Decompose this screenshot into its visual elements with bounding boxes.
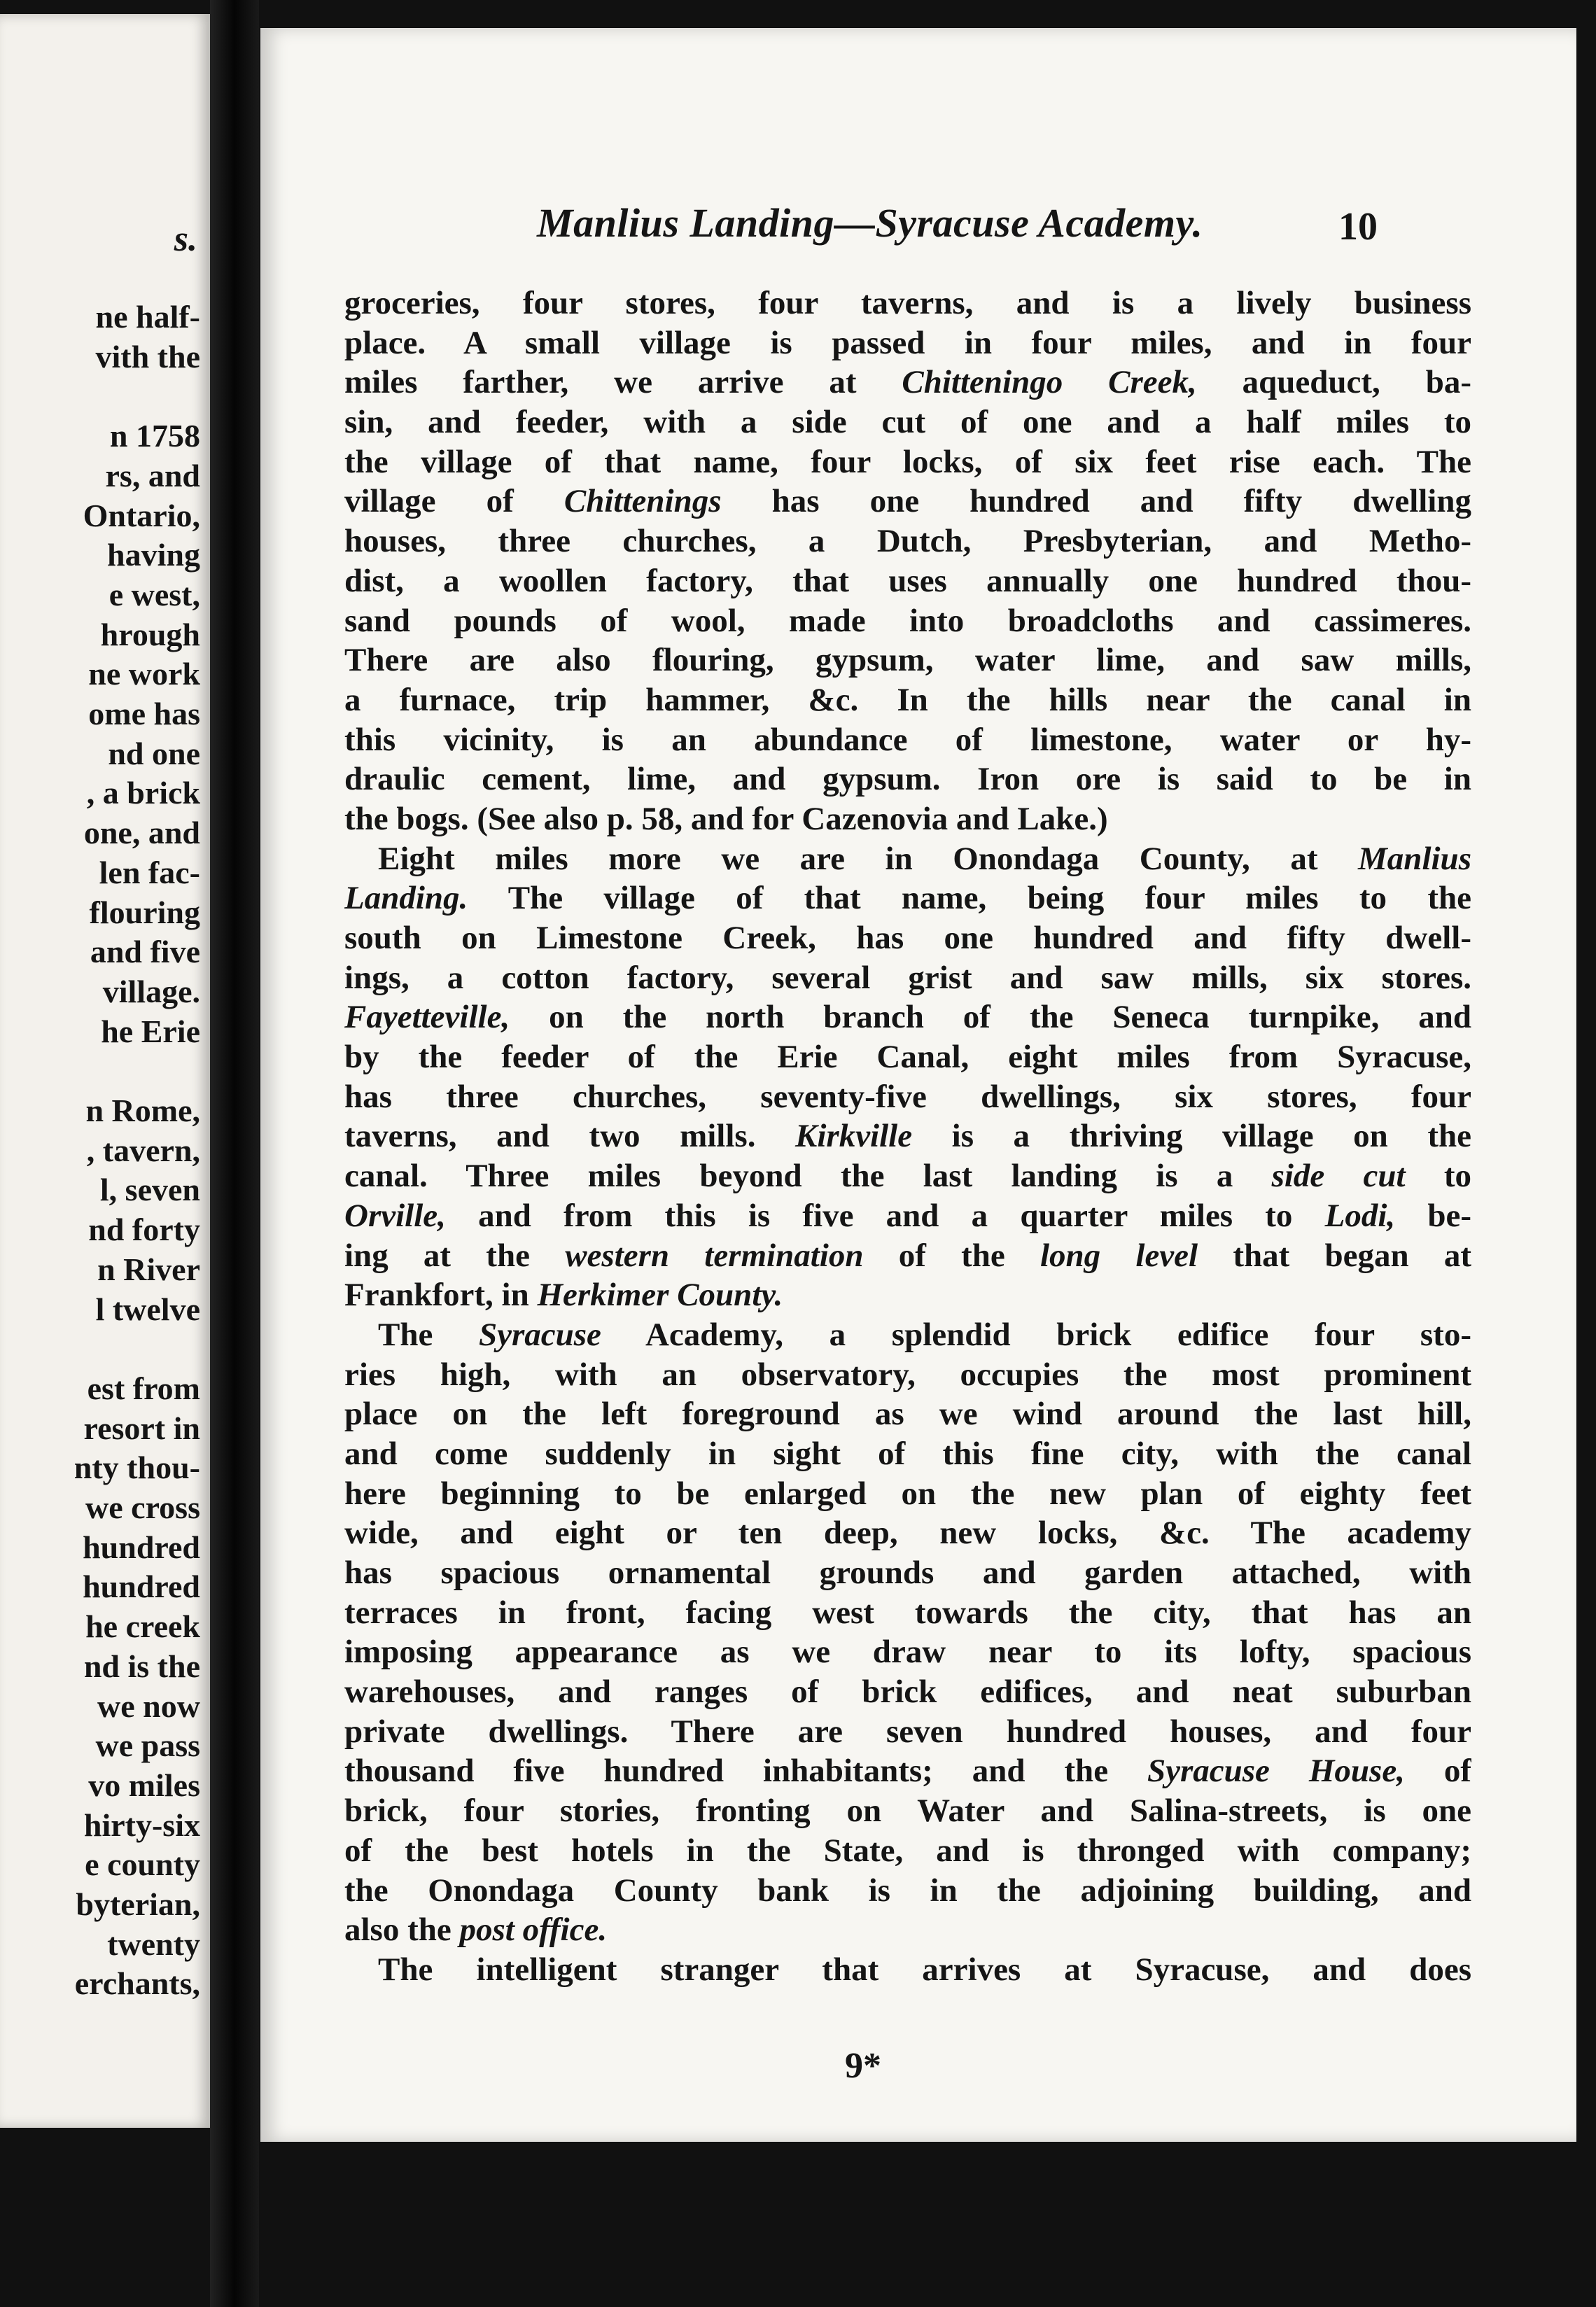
text-run: brick, four stories, fronting on Water and Salina-streets, is one [344, 1793, 1471, 1830]
text-line [344, 720, 1471, 760]
italic-run: Chittenings [564, 483, 722, 520]
text-line [344, 918, 1471, 958]
text-run: miles farther, we arrive at [344, 364, 902, 401]
facing-page-line: we now [97, 1688, 200, 1724]
text-run: private dwellings. There are seven hundred houses, and four [344, 1713, 1471, 1750]
text-line [344, 601, 1471, 641]
text-run: houses, three churches, a Dutch, Presbyterian, and Metho- [344, 523, 1471, 560]
text-run: has one hundred and fifty dwelling [721, 483, 1471, 520]
text-line [344, 1791, 1471, 1831]
text-line [344, 1156, 1471, 1196]
text-run: aqueduct, ba- [1196, 364, 1471, 401]
text-run: The [378, 1316, 479, 1353]
text-line [344, 1513, 1471, 1553]
text-run: and come suddenly in sight of this fine city, with the canal [344, 1435, 1471, 1472]
facing-page-line: nd is the [83, 1648, 200, 1684]
facing-page-line: twenty [107, 1926, 200, 1962]
facing-page-line: nd forty [88, 1212, 200, 1248]
text-run: and from this is five and a quarter miles to [445, 1197, 1325, 1234]
facing-page-line: hirty-six [83, 1807, 200, 1843]
text-run: on the north branch of the Seneca turnpike, and [510, 999, 1471, 1036]
italic-run: Chitteningo Creek, [902, 364, 1197, 401]
text-line [344, 1315, 1471, 1355]
facing-page-line: l twelve [95, 1291, 200, 1327]
italic-run: long level [1040, 1237, 1198, 1274]
text-line [344, 1196, 1471, 1236]
text-run: dist, a woollen factory, that uses annually one hundred thou- [344, 562, 1471, 599]
facing-page-line: flouring [89, 894, 200, 930]
text-line [344, 1593, 1471, 1633]
text-line [344, 640, 1471, 680]
text-run: a furnace, trip hammer, &c. In the hills near the canal in [344, 681, 1471, 718]
italic-run: Syracuse [478, 1316, 601, 1353]
italic-run: Syracuse House, [1147, 1753, 1405, 1790]
facing-page-line: e county [85, 1846, 200, 1883]
text-run: Frankfort, in [344, 1277, 538, 1314]
facing-page-line: hundred [83, 1529, 200, 1565]
facing-page-line: len fac- [99, 854, 200, 890]
text-line [344, 997, 1471, 1037]
italic-run: Fayetteville, [344, 999, 510, 1036]
text-line [344, 1037, 1471, 1077]
facing-page-line: nd one [108, 735, 200, 771]
text-run: Eight miles more we are in Onondaga County, at [378, 840, 1359, 877]
text-line [344, 1871, 1471, 1911]
text-run: has three churches, seventy-five dwellings, six stores, four [344, 1078, 1471, 1115]
facing-page-line: one, and [83, 815, 200, 851]
page-number: 10 [1338, 205, 1378, 248]
facing-page-line: village. [102, 973, 200, 1009]
text-run: village of [344, 483, 564, 520]
facing-page-line: ome has [88, 696, 200, 731]
text-run: sand pounds of wool, made into broadcloths and cassimeres. [344, 602, 1471, 639]
text-run: thousand five hundred inhabitants; and the [344, 1753, 1147, 1790]
text-run: imposing appearance as we draw near to its lofty, spacious [344, 1634, 1471, 1671]
facing-page-running-head: s. [174, 219, 197, 259]
facing-page-line: vo miles [88, 1767, 200, 1803]
text-run: sin, and feeder, with a side cut of one and a half miles to [344, 404, 1471, 441]
italic-run: Orville, [344, 1197, 446, 1234]
text-line [344, 1632, 1471, 1672]
italic-run: Landing. [344, 880, 468, 917]
book-page [260, 28, 1576, 2142]
text-run: ing at the [344, 1237, 566, 1274]
text-line [344, 1831, 1471, 1871]
facing-page-line: vith the [95, 338, 200, 374]
facing-page-line: ne half- [95, 299, 200, 335]
text-run: south on Limestone Creek, has one hundred and fifty dwell- [344, 920, 1471, 956]
italic-run: post office. [459, 1912, 608, 1949]
text-line [344, 759, 1471, 799]
text-run: the village of that name, four locks, of six feet rise each. The [344, 443, 1471, 480]
text-line [344, 1712, 1471, 1752]
text-run: this vicinity, is an abundance of limestone, water or hy- [344, 721, 1471, 758]
text-run: place. A small village is passed in four miles, and in four [344, 324, 1471, 361]
facing-page-line: nty thou- [74, 1450, 200, 1486]
text-line [344, 1950, 1471, 1990]
text-run: ings, a cotton factory, several grist and saw mills, six stores. [344, 959, 1471, 996]
italic-run: Manlius [1358, 840, 1471, 877]
text-line [344, 1077, 1471, 1117]
facing-page-line: ne work [88, 656, 200, 692]
text-line [344, 283, 1471, 323]
text-line [344, 878, 1471, 918]
italic-run: Lodi, [1324, 1197, 1396, 1234]
text-line [344, 799, 1471, 839]
text-run: taverns, and two mills. [344, 1118, 795, 1155]
text-line [344, 839, 1471, 879]
text-line [344, 1116, 1471, 1156]
facing-page [0, 14, 210, 2128]
facing-page-line: n 1758 [109, 418, 200, 454]
text-run: place on the left foreground as we wind around the last hill, [344, 1396, 1471, 1433]
text-run: the bogs. (See also p. 58, and for Cazenovia and Lake.) [344, 800, 1108, 837]
text-run: groceries, four stores, four taverns, and is a lively business [344, 285, 1471, 321]
text-line [344, 521, 1471, 561]
facing-page-line: hundred [83, 1569, 200, 1605]
text-run: There are also flouring, gypsum, water lime, and saw mills, [344, 642, 1471, 679]
italic-run: Herkimer County. [537, 1277, 783, 1314]
text-run: The intelligent stranger that arrives at Syracuse, and does [378, 1951, 1471, 1988]
text-line [344, 363, 1471, 402]
text-line [344, 1275, 1471, 1315]
text-line [344, 1553, 1471, 1593]
text-line [344, 442, 1471, 482]
text-run: by the feeder of the Erie Canal, eight miles from Syracuse, [344, 1039, 1471, 1076]
text-line [344, 402, 1471, 442]
text-run: the Onondaga County bank is in the adjoining building, and [344, 1872, 1471, 1909]
facing-page-line: hrough [100, 616, 200, 652]
facing-page-line: erchants, [74, 1965, 200, 2002]
text-line [344, 1394, 1471, 1434]
text-run: also the [344, 1912, 460, 1949]
text-run: here beginning to be enlarged on the new plan of eighty feet [344, 1475, 1471, 1512]
text-run: is a thriving village on the [912, 1118, 1471, 1155]
facing-page-line: l, seven [99, 1172, 200, 1208]
facing-page-line: , a brick [86, 775, 200, 811]
facing-page-line: resort in [83, 1410, 200, 1446]
text-line [344, 1434, 1471, 1474]
text-line [344, 958, 1471, 998]
facing-page-line: e west, [108, 576, 200, 612]
text-run: has spacious ornamental grounds and garden attached, with [344, 1555, 1471, 1591]
text-run: canal. Three miles beyond the last landing is a [344, 1158, 1272, 1195]
text-line [344, 1355, 1471, 1395]
text-run: of [1404, 1753, 1471, 1790]
text-line [344, 1672, 1471, 1712]
text-line [344, 1751, 1471, 1791]
text-run: be- [1395, 1197, 1471, 1234]
text-line [344, 1910, 1471, 1950]
facing-page-line: Ontario, [83, 497, 200, 533]
running-head: Manlius Landing—Syracuse Academy. [537, 200, 1203, 246]
text-line [344, 1236, 1471, 1276]
text-run: Academy, a splendid brick edifice four sto- [601, 1316, 1471, 1353]
book-gutter [210, 0, 259, 2307]
facing-page-line: we cross [85, 1489, 200, 1525]
text-line [344, 323, 1471, 363]
facing-page-line: we pass [95, 1727, 200, 1764]
text-run: wide, and eight or ten deep, new locks, &c. The academy [344, 1515, 1471, 1552]
text-run: of the [863, 1237, 1040, 1274]
text-line [344, 482, 1471, 521]
signature-mark: 9* [845, 2046, 881, 2086]
facing-page-line: est from [87, 1370, 200, 1406]
italic-run: western termination [565, 1237, 864, 1274]
text-run: draulic cement, lime, and gypsum. Iron ore is said to be in [344, 761, 1471, 798]
facing-page-line: n River [97, 1251, 200, 1287]
text-run: The village of that name, being four miles to the [468, 880, 1471, 917]
italic-run: side cut [1271, 1158, 1406, 1195]
facing-page-line: and five [90, 934, 200, 970]
facing-page-line: byterian, [76, 1886, 200, 1922]
text-line [344, 561, 1471, 601]
facing-page-line: , tavern, [86, 1132, 200, 1168]
facing-page-line: rs, and [105, 457, 200, 493]
body-text [344, 283, 1471, 1990]
text-run: that began at [1198, 1237, 1471, 1274]
text-run: warehouses, and ranges of brick edifices, and neat suburban [344, 1674, 1471, 1711]
facing-page-line: having [107, 537, 200, 573]
facing-page-line: he Erie [101, 1013, 200, 1049]
facing-page-line: he creek [85, 1608, 200, 1645]
text-run: terraces in front, facing west towards the city, that has an [344, 1594, 1471, 1631]
text-line [344, 680, 1471, 720]
italic-run: Kirkville [795, 1118, 913, 1155]
text-line [344, 1474, 1471, 1514]
text-run: to [1405, 1158, 1471, 1195]
facing-page-line: n Rome, [85, 1093, 200, 1128]
text-run: ries high, with an observatory, occupies the most prominent [344, 1356, 1471, 1393]
text-run: of the best hotels in the State, and is thronged with company; [344, 1832, 1471, 1869]
